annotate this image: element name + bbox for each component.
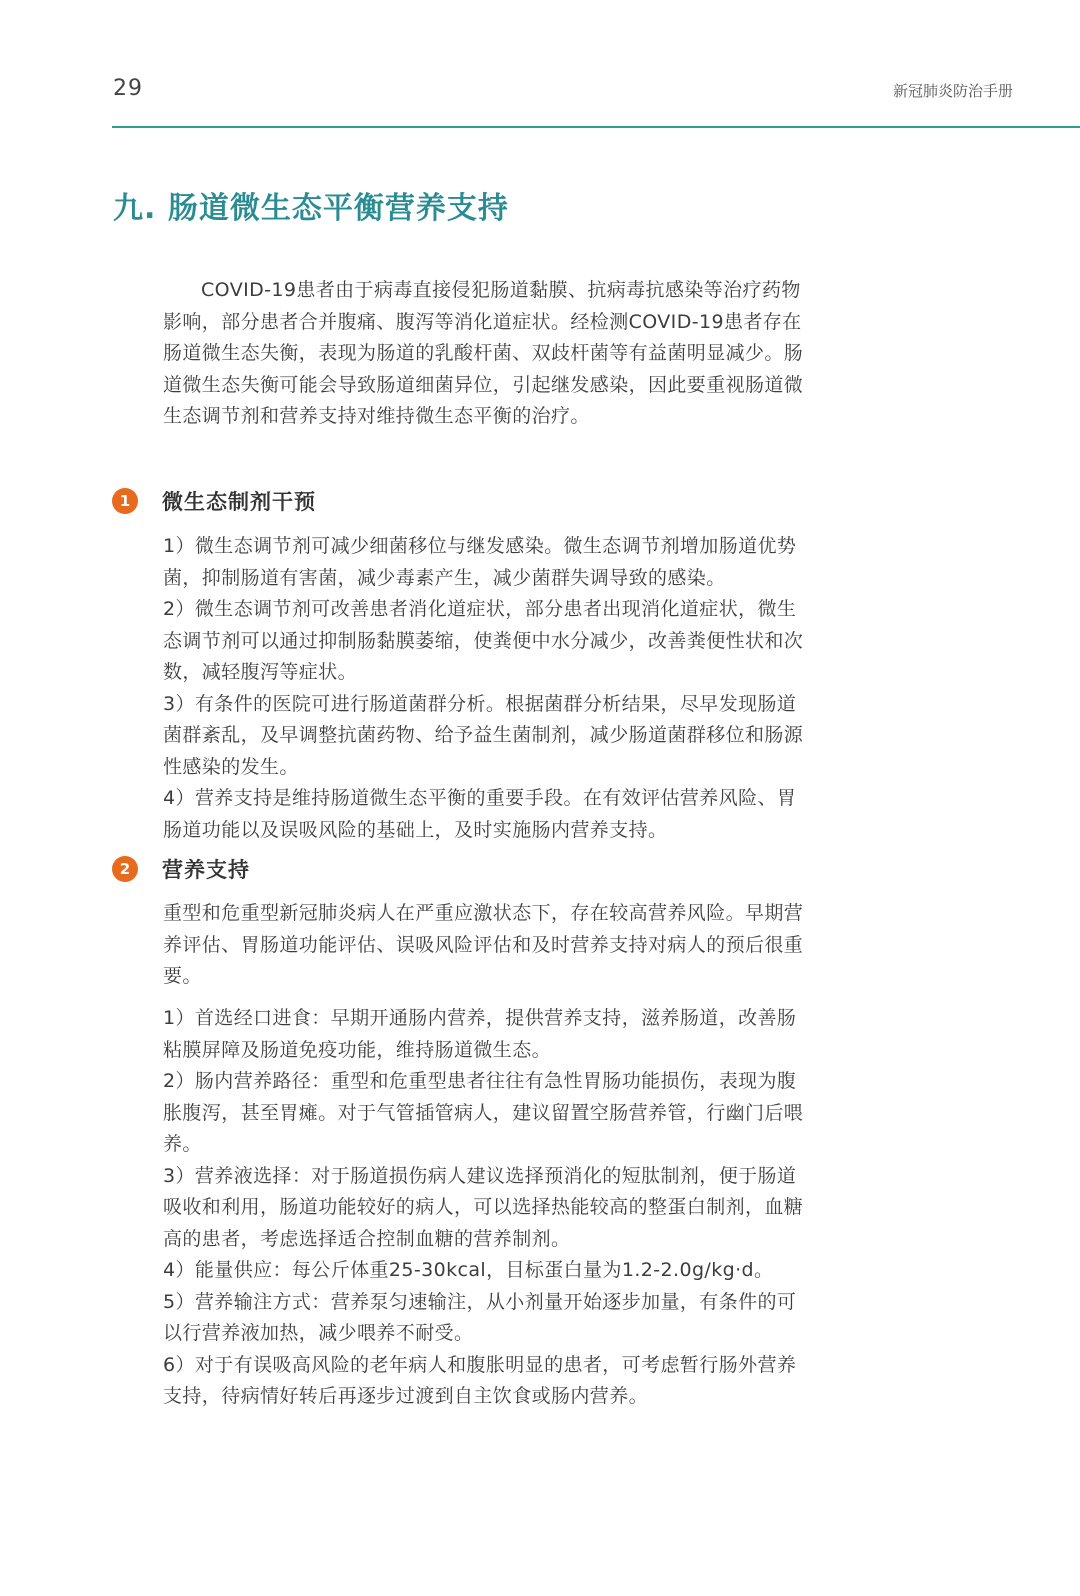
- section-1-body: [163, 531, 813, 846]
- list-item: 4）营养支持是维持肠道微生态平衡的重要手段。在有效评估营养风险、胃肠道功能以及误吸风险的基础上，及时实施肠内营养支持。: [163, 787, 797, 841]
- section-2-heading: [112, 854, 250, 884]
- list-item: 4）能量供应：每公斤体重25-30kcal，目标蛋白量为1.2-2.0g/kg·d。: [163, 1259, 774, 1281]
- list-item: 6）对于有误吸高风险的老年病人和腹胀明显的患者，可考虑暂行肠外营养支持，待病情好转后再逐步过渡到自主饮食或肠内营养。: [163, 1353, 797, 1407]
- intro-paragraph: COVID-19患者由于病毒直接侵犯肠道黏膜、抗病毒抗感染等治疗药物影响，部分患者合并腹痛、腹泻等消化道症状。经检测COVID-19患者存在肠道微生态失衡，表现为肠道的乳酸杆菌、双歧杆菌等有益菌明显减少。肠道微生态失衡可能会导致肠道细菌异位，引起继发感染，因此要重视肠道微生态调节剂和营养支持对维持微生态平衡的治疗。: [163, 279, 804, 427]
- list-item: 2）肠内营养路径：重型和危重型患者往往有急性胃肠功能损伤，表现为腹胀腹泻，甚至胃瘫。对于气管插管病人，建议留置空肠营养管，行幽门后喂养。: [163, 1070, 804, 1155]
- list-item: 1）首选经口进食：早期开通肠内营养，提供营养支持，滋养肠道，改善肠粘膜屏障及肠道免疫功能，维持肠道微生态。: [163, 1007, 797, 1061]
- section-1-number-badge: 1: [112, 488, 138, 514]
- list-item: 3）有条件的医院可进行肠道菌群分析。根据菌群分析结果，尽早发现肠道菌群紊乱，及早调整抗菌药物、给予益生菌制剂，减少肠道菌群移位和肠源性感染的发生。: [163, 692, 804, 778]
- section-1-title: 微生态制剂干预: [162, 490, 316, 514]
- section-2-body: [163, 1003, 813, 1413]
- section-2-title: 营养支持: [162, 858, 250, 882]
- intro-paragraph-block: [163, 275, 813, 433]
- section-1-heading: [112, 486, 316, 516]
- chapter-title: 九. 肠道微生态平衡营养支持: [113, 191, 509, 226]
- list-item: 1）微生态调节剂可减少细菌移位与继发感染。微生态调节剂增加肠道优势菌，抑制肠道有害菌，减少毒素产生，减少菌群失调导致的感染。: [163, 535, 797, 589]
- running-title: 新冠肺炎防治手册: [892, 82, 1013, 100]
- section-2-intro: [163, 898, 813, 993]
- page-number: 29: [113, 76, 143, 101]
- section-2-intro-paragraph: 重型和危重型新冠肺炎病人在严重应激状态下，存在较高营养风险。早期营养评估、胃肠道功能评估、误吸风险评估和及时营养支持对病人的预后很重要。: [163, 902, 804, 987]
- header-divider: [112, 126, 1080, 128]
- list-item: 5）营养输注方式：营养泵匀速输注，从小剂量开始逐步加量，有条件的可以行营养液加热，减少喂养不耐受。: [163, 1290, 797, 1344]
- section-2-number-badge: 2: [112, 856, 138, 882]
- list-item: 2）微生态调节剂可改善患者消化道症状，部分患者出现消化道症状，微生态调节剂可以通过抑制肠黏膜萎缩，使粪便中水分减少，改善粪便性状和次数，减轻腹泻等症状。: [163, 598, 804, 683]
- list-item: 3）营养液选择：对于肠道损伤病人建议选择预消化的短肽制剂，便于肠道吸收和利用，肠道功能较好的病人，可以选择热能较高的整蛋白制剂，血糖高的患者，考虑选择适合控制血糖的营养制剂。: [163, 1164, 804, 1250]
